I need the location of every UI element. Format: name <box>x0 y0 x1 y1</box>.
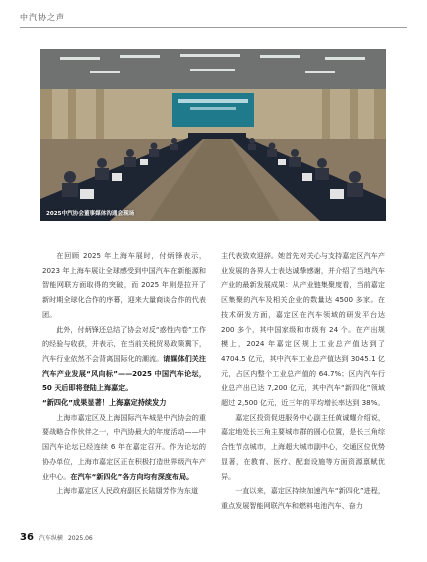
paragraph-emphasis: 请媒体们关注汽车产业发展“风向标”——2025 中国汽车论坛，50 天后即将登陆上海嘉定。 <box>42 353 207 393</box>
issue-date: 2025.06 <box>67 535 93 542</box>
paragraph: 上海市嘉定区人民政府副区长陆翃芳作为东道 <box>56 486 199 496</box>
page-number: 36 <box>20 532 34 543</box>
section-header: 中汽协之声 <box>20 13 65 22</box>
page-footer <box>20 532 93 543</box>
publication-name: 汽车纵横 <box>38 535 63 542</box>
paragraph: 一直以来，嘉定区持续加速汽车“新四化”进程，重点发展智能网联汽车和燃料电池汽车、奋力 <box>221 486 385 510</box>
paragraph: 嘉定区投资促进服务中心副主任黄诚耀介绍说，嘉定地处长三角主要城市群的圆心位置，是长三角综合性节点城市，上海超大城市副中心，交通区位优势显著，在教育、医疗、配套设施等方面资源禀赋优异。 <box>221 412 385 481</box>
paragraph <box>42 411 206 485</box>
section-heading: “新四化”成果显著！上海嘉定持续发力 <box>42 398 167 408</box>
paragraph-text: 此外，付炳锋还总结了协会对反“惑性内卷”工作的经验与收获，并表示，在当前关税贸易政策冀下，汽车行业依然不会背离国际化的潮流。 <box>42 324 206 363</box>
meeting-room-illustration <box>40 49 386 221</box>
conference-photo <box>40 49 386 221</box>
paragraph-emphasis: 在汽车“新四化”各方向均有深度布局。 <box>70 471 194 481</box>
header-divider <box>20 27 407 28</box>
paragraph-text: 上海市嘉定区及上海国际汽车城是中汽协会的重要战略合作伙伴之一，中汽协最大的年度活动——中国汽车论坛已经连续 6 年在嘉定召开。作为论坛的协办单位，上海市嘉定区正在积极打造世界级汽车产业中心。 <box>42 412 206 481</box>
paragraph: 在回顾 2025 年上海车展时，付炳锋表示，2023 年上海车展让全球感受到中国汽车在新能源和智能网联方面取得的突破，而 2025 年则是拉开了新时期全球化合作的序幕，迎来大量商谈合作的代表团。 <box>42 251 206 319</box>
article-left-column <box>42 249 206 499</box>
paragraph: 主代表致欢迎辞。她首先对关心与支持嘉定区汽车产业发展的各界人士表达诚挚感谢，并介绍了当地汽车产业的最新发展成果：从产业链集聚度看，当前嘉定区集聚的汽车及相关企业的数量达 4500 多家。在技术研发方面，嘉定区在汽车领域的研发平台达 200 多个，其中国家级和市级有 24 个。在产出规模上，2024 年嘉定区规上工业总产值达到了 4704.5 亿元，其中汽车工业总产值达到 3045.1 亿元，占区内整个工业总产值的 64.7%；区内汽车行业总产出已达 7,200 亿元，其中汽车“新四化”领域超过 2,500 亿元，近三年的平均增长率达到 38%。 <box>221 251 385 408</box>
paragraph <box>42 323 206 397</box>
photo-caption: 2025中汽协会董事媒体沟通会现场 <box>46 211 135 217</box>
article-right-column <box>221 249 385 514</box>
